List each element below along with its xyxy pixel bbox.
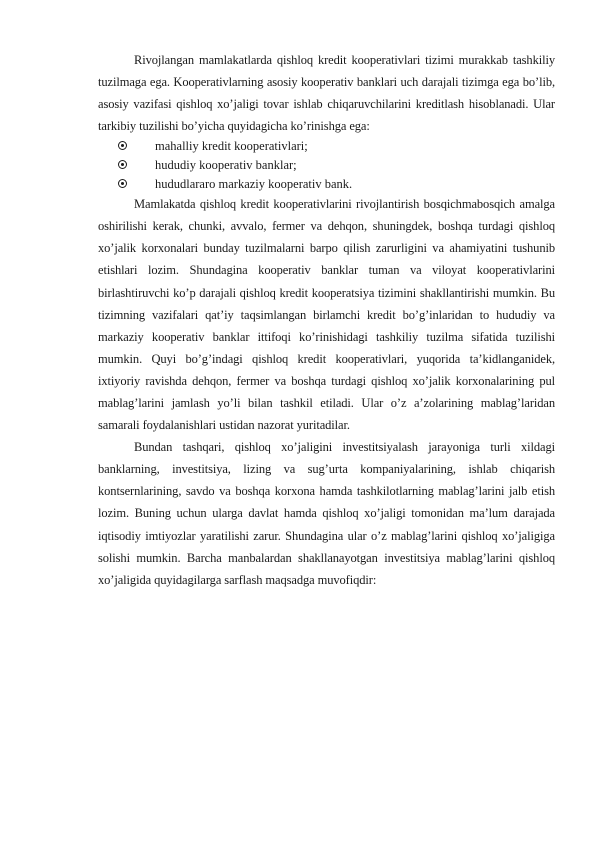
paragraph-intro: Rivojlangan mamlakatlarda qishloq kredit kooperativlari tizimi murakkab tashkiliy tuzilmaga ega. Kooperativlarning asosiy kooperativ banklari uch darajali tizimga ega bo’lib, asosiy vazifasi qishloq xo’jaligi tovar ishlab chiqaruvchilarini kreditlash hisoblanadi. Ular tarkibiy tuzilishi bo’yicha quyidagicha ko’rinishga ega: [98, 53, 555, 134]
list-item-label: mahalliy kredit kooperativlari; [155, 139, 308, 154]
paragraph-investment: Bundan tashqari, qishloq xo’jaligini investitsiyalash jarayoniga turli xildagi banklarning, investitsiya, lizing va sug’urta kompaniyalarining, ishlab chiqarish kontsernlarining, savdo va boshqa korxona hamda tashkilotlarning mablag’larini jalb etish lozim. Buning uchun ularga davlat hamda qishloq xo’jaligi tomonidan ma’lum darajada iqtisodiy imtiyozlar yaratilishi zarur. Shundagina ular o’z mablag’larini qishloq xo’jaligiga solishi mumkin. Barcha manbalardan shakllanayotgan investitsiya mablag’larini qishloq xo’jaligida quyidagilarga sarflash maqsadga muvofiqdir: [98, 440, 555, 587]
circled-dot-icon [118, 179, 127, 188]
list-item-label: hududlararo markaziy kooperativ bank. [155, 176, 353, 191]
cooperative-levels-list [98, 137, 555, 193]
document-page [98, 49, 555, 591]
circled-dot-icon [118, 141, 127, 150]
list-item [98, 175, 555, 194]
list-item [98, 156, 555, 175]
list-item-label: hududiy kooperativ banklar; [155, 157, 297, 172]
circled-dot-icon [118, 160, 127, 169]
list-item [98, 137, 555, 156]
paragraph-development: Mamlakatda qishloq kredit kooperativlarini rivojlantirish bosqichmabosqich amalga oshirilishi kerak, chunki, avvalo, fermer va dehqon, shuningdek, boshqa turdagi qishloq xo’jalik korxonalari bunday tuzilmalarni barpo qilish zarurligini va ahamiyatini tushunib etishlari lozim. Shundagina kooperativ banklar tuman va viloyat kooperativlarini birlashtiruvchi ko’p darajali qishloq kredit kooperatsiya tizimini shakllantirishi mumkin. Bu tizimning vazifalari qat’iy taqsimlangan birlamchi kredit bo’g’inlaridan to hududiy va markaziy kooperativ banklar ittifoqi ko’rinishidagi tashkiliy tuzilma sifatida tuzilishi mumkin. Quyi bo’g’indagi qishloq kredit kooperativlari, yuqorida ta’kidlanganidek, ixtiyoriy ravishda dehqon, fermer va boshqa turdagi qishloq xo’jalik korxonalarining pul mablag’larini jamlash yo’li bilan tashkil etiladi. Ular o’z a’zolarining mablag’laridan samarali foydalanishlari ustidan nazorat yuritadilar. [98, 197, 555, 433]
